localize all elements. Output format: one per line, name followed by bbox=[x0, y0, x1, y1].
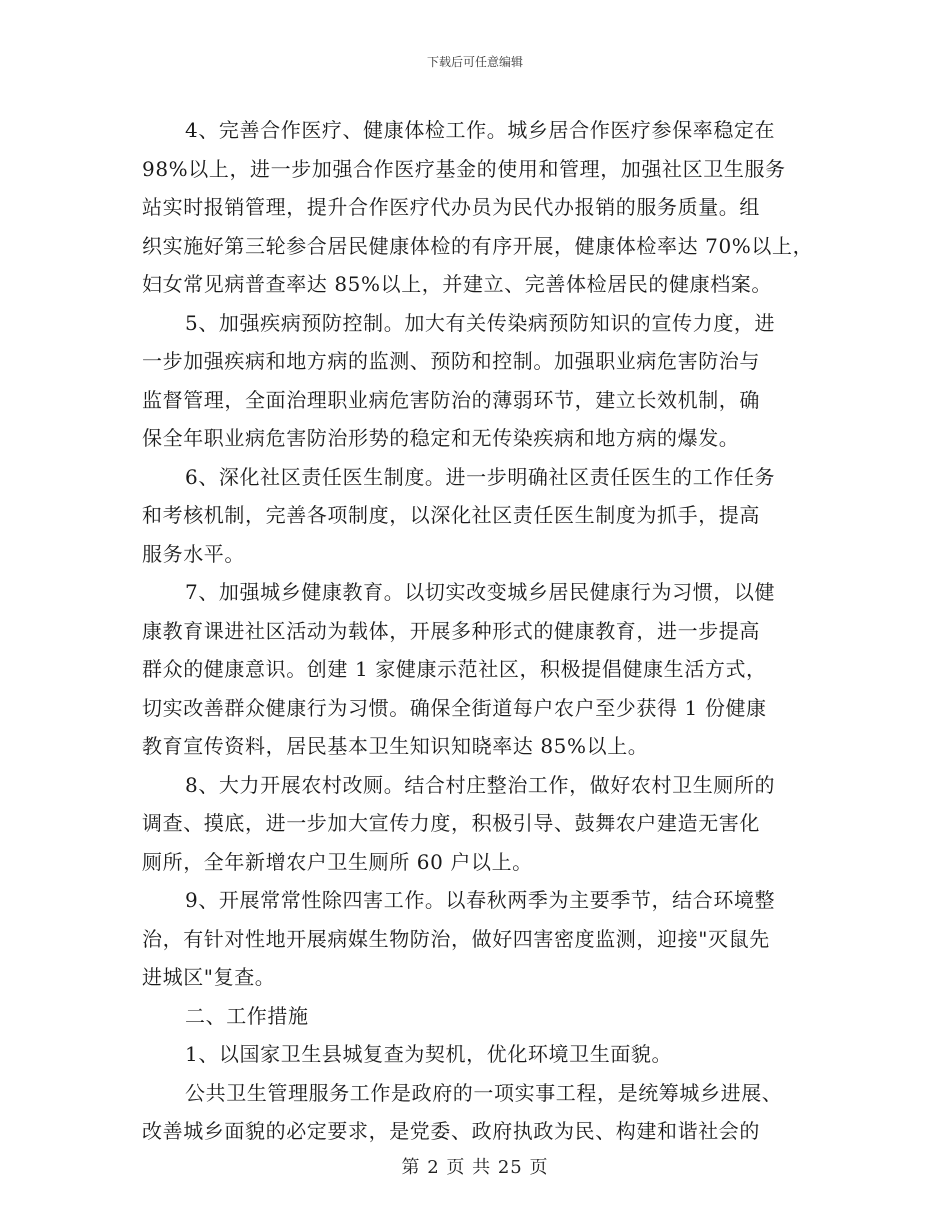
text-line: 一步加强疾病和地方病的监测、预防和控制。加强职业病危害防治与 bbox=[142, 349, 760, 373]
text-line: 群众的健康意识。创建 1 家健康示范社区，积极提倡健康生活方式， bbox=[142, 657, 767, 681]
text-line: 妇女常见病普查率达 85%以上，并建立、完善体检居民的健康档案。 bbox=[142, 272, 773, 296]
text-line: 4、完善合作医疗、健康体检工作。城乡居合作医疗参保率稳定在 bbox=[185, 118, 776, 142]
text-line: 5、加强疾病预防控制。加大有关传染病预防知识的宣传力度，进 bbox=[185, 310, 776, 335]
text-line: 厕所，全年新增农户卫生厕所 60 户以上。 bbox=[142, 849, 533, 874]
text-line: 公共卫生管理服务工作是政府的一项实事工程，是统筹城乡进展、 bbox=[185, 1080, 783, 1105]
text-line: 织实施好第三轮参合居民健康体检的有序开展，健康体检率达 70%以上， bbox=[142, 233, 814, 258]
text-line: 监督管理，全面治理职业病危害防治的薄弱环节，建立长效机制，确 bbox=[142, 387, 760, 412]
text-line: 调查、摸底，进一步加大宣传力度，积极引导、鼓舞农户建造无害化 bbox=[142, 811, 760, 835]
text-line: 治，有针对性地开展病媒生物防治，做好四害密度监测，迎接"灭鼠先 bbox=[142, 926, 770, 951]
text-line: 切实改善群众健康行为习惯。确保全街道每户农户至少获得 1 份健康 bbox=[142, 695, 767, 720]
page-footer: 第 2 页 共 25 页 bbox=[401, 1157, 549, 1178]
text-line: 康教育课进社区活动为载体，开展多种形式的健康教育，进一步提高 bbox=[142, 618, 760, 643]
page-header: 下载后可任意编辑 bbox=[426, 55, 523, 69]
text-line: 和考核机制，完善各项制度，以深化社区责任医生制度为抓手，提高 bbox=[142, 503, 760, 527]
text-line: 98%以上，进一步加强合作医疗基金的使用和管理，加强社区卫生服务 bbox=[142, 156, 786, 181]
subsection-heading: 1、以国家卫生县城复查为契机，优化环境卫生面貌。 bbox=[185, 1042, 673, 1066]
section-heading: 二、工作措施 bbox=[185, 1003, 309, 1028]
text-line: 进城区"复查。 bbox=[142, 965, 276, 989]
text-line: 教育宣传资料，居民基本卫生知识知晓率达 85%以上。 bbox=[142, 734, 649, 758]
text-line: 站实时报销管理，提升合作医疗代办员为民代办报销的服务质量。组 bbox=[142, 195, 760, 219]
text-line: 7、加强城乡健康教育。以切实改变城乡居民健康行为习惯，以健 bbox=[185, 580, 776, 604]
text-line: 9、开展常常性除四害工作。以春秋两季为主要季节，结合环境整 bbox=[185, 888, 776, 912]
text-line: 改善城乡面貌的必定要求，是党委、政府执政为民、构建和谐社会的 bbox=[142, 1119, 760, 1143]
document-body bbox=[142, 111, 822, 1151]
text-line: 8、大力开展农村改厕。结合村庄整治工作，做好农村卫生厕所的 bbox=[185, 772, 776, 797]
text-line: 6、深化社区责任医生制度。进一步明确社区责任医生的工作任务 bbox=[185, 464, 776, 489]
text-line: 保全年职业病危害防治形势的稳定和无传染疾病和地方病的爆发。 bbox=[142, 426, 740, 450]
text-line: 服务水平。 bbox=[142, 541, 245, 566]
